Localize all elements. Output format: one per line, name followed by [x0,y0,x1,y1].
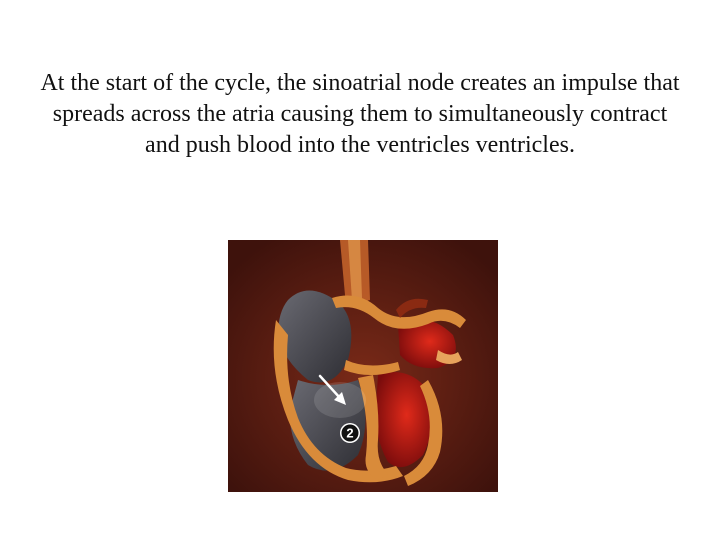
step-number-label: 2 [346,425,354,441]
slide-body-text: At the start of the cycle, the sinoatrial node creates an impulse that spreads across the atria causing them to simultaneously contract and push blood into the ventricles ventricles. [40,70,680,158]
heart-diagram-image [228,240,498,492]
step-number-badge [340,423,360,443]
